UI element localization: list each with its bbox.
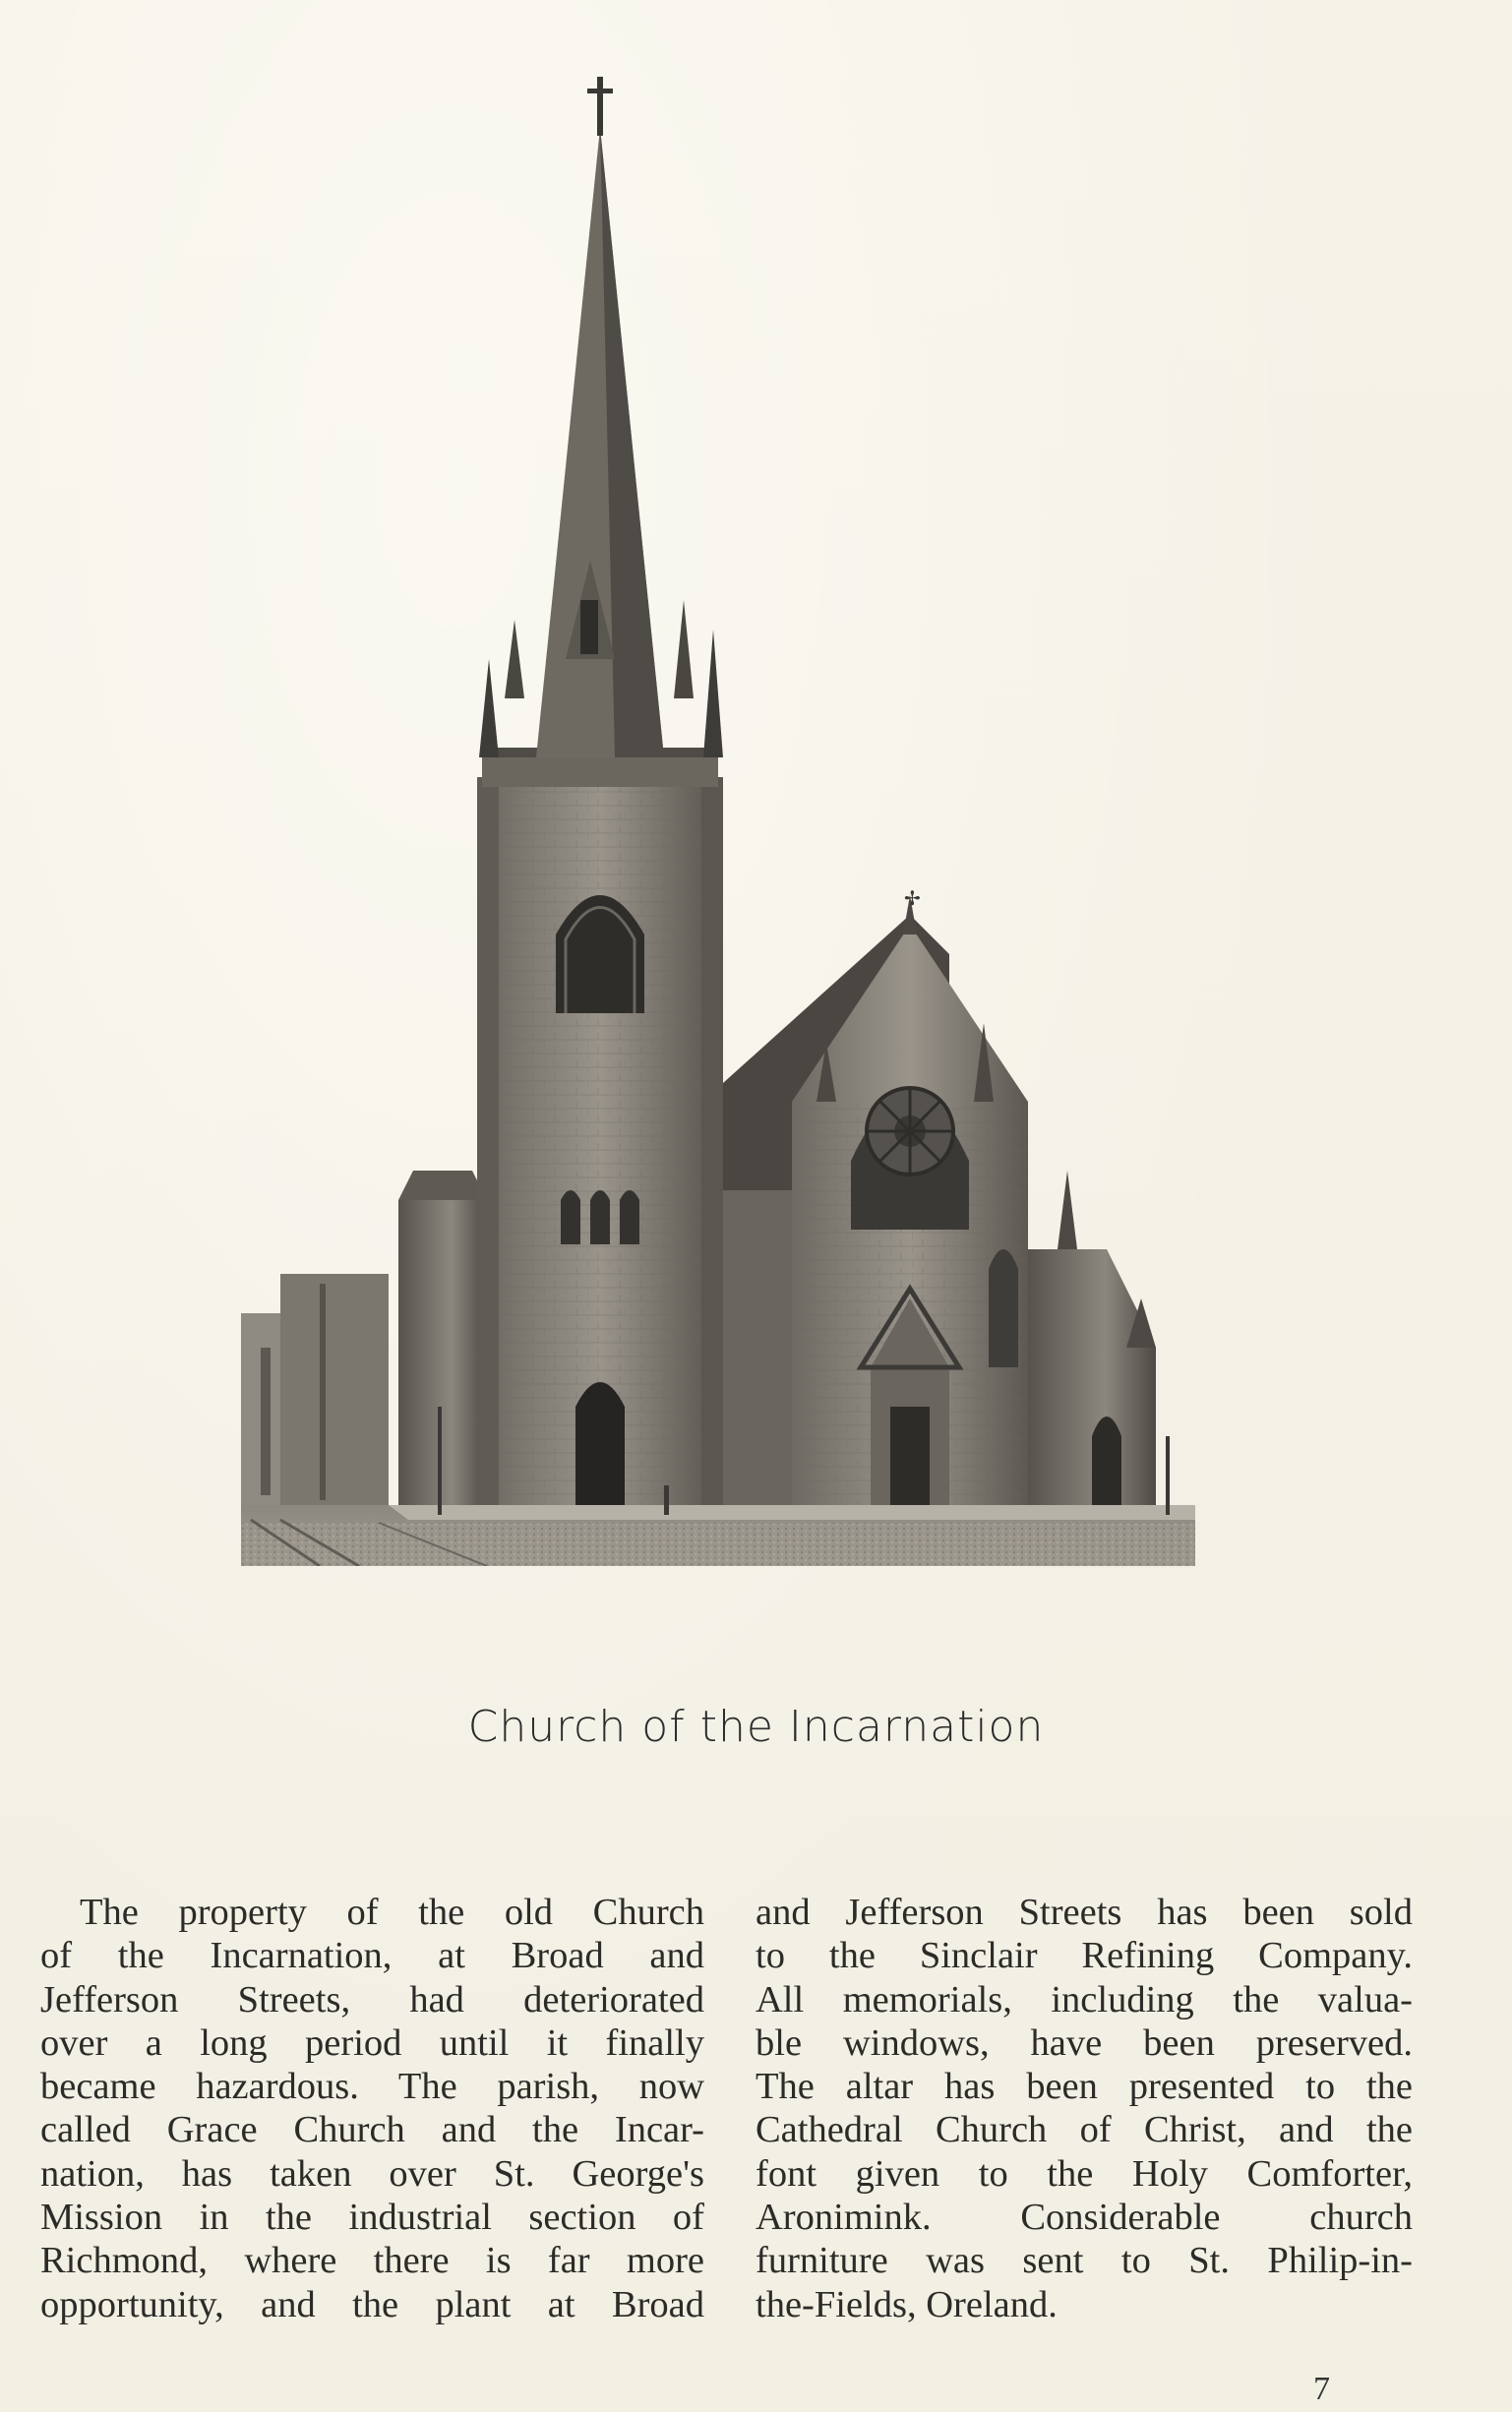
text-line: the-Fields, Oreland. bbox=[756, 2283, 1058, 2325]
text-column-right bbox=[756, 1891, 1413, 2326]
text-line: called Grace Church and the Incar- bbox=[40, 2109, 704, 2151]
text-line: font given to the Holy Comforter, bbox=[756, 2152, 1413, 2195]
text-line: Richmond, where there is far more bbox=[40, 2240, 704, 2282]
text-line: of the Incarnation, at Broad and bbox=[40, 1935, 704, 1977]
text-line: Cathedral Church of Christ, and the bbox=[756, 2109, 1413, 2151]
text-line: The property of the old Church bbox=[80, 1892, 704, 1933]
text-line: over a long period until it finally bbox=[40, 2021, 704, 2064]
text-line: Jefferson Streets, had deteriorated bbox=[40, 1978, 704, 2020]
text-line: and Jefferson Streets has been sold bbox=[756, 1892, 1413, 1933]
page-number: 7 bbox=[1313, 2371, 1330, 2407]
church-photograph bbox=[241, 69, 1195, 1566]
text-line: furniture was sent to St. Philip-in- bbox=[756, 2240, 1413, 2282]
text-line: to the Sinclair Refining Company. bbox=[756, 1935, 1413, 1977]
svg-text:✢: ✢ bbox=[904, 886, 921, 910]
text-column-left bbox=[40, 1891, 704, 2326]
text-line: ble windows, have been preserved. bbox=[756, 2021, 1413, 2064]
text-line: Mission in the industrial section of bbox=[40, 2197, 704, 2239]
text-line: opportunity, and the plant at Broad bbox=[40, 2283, 704, 2325]
text-line: nation, has taken over St. George's bbox=[40, 2152, 704, 2195]
photo-caption: Church of the Incarnation bbox=[467, 1702, 1045, 1752]
text-line: became hazardous. The parish, now bbox=[40, 2066, 704, 2108]
text-line: Aronimink. Considerable church bbox=[756, 2197, 1413, 2239]
text-line: All memorials, including the valua- bbox=[756, 1978, 1413, 2020]
text-line: The altar has been presented to the bbox=[756, 2066, 1413, 2108]
